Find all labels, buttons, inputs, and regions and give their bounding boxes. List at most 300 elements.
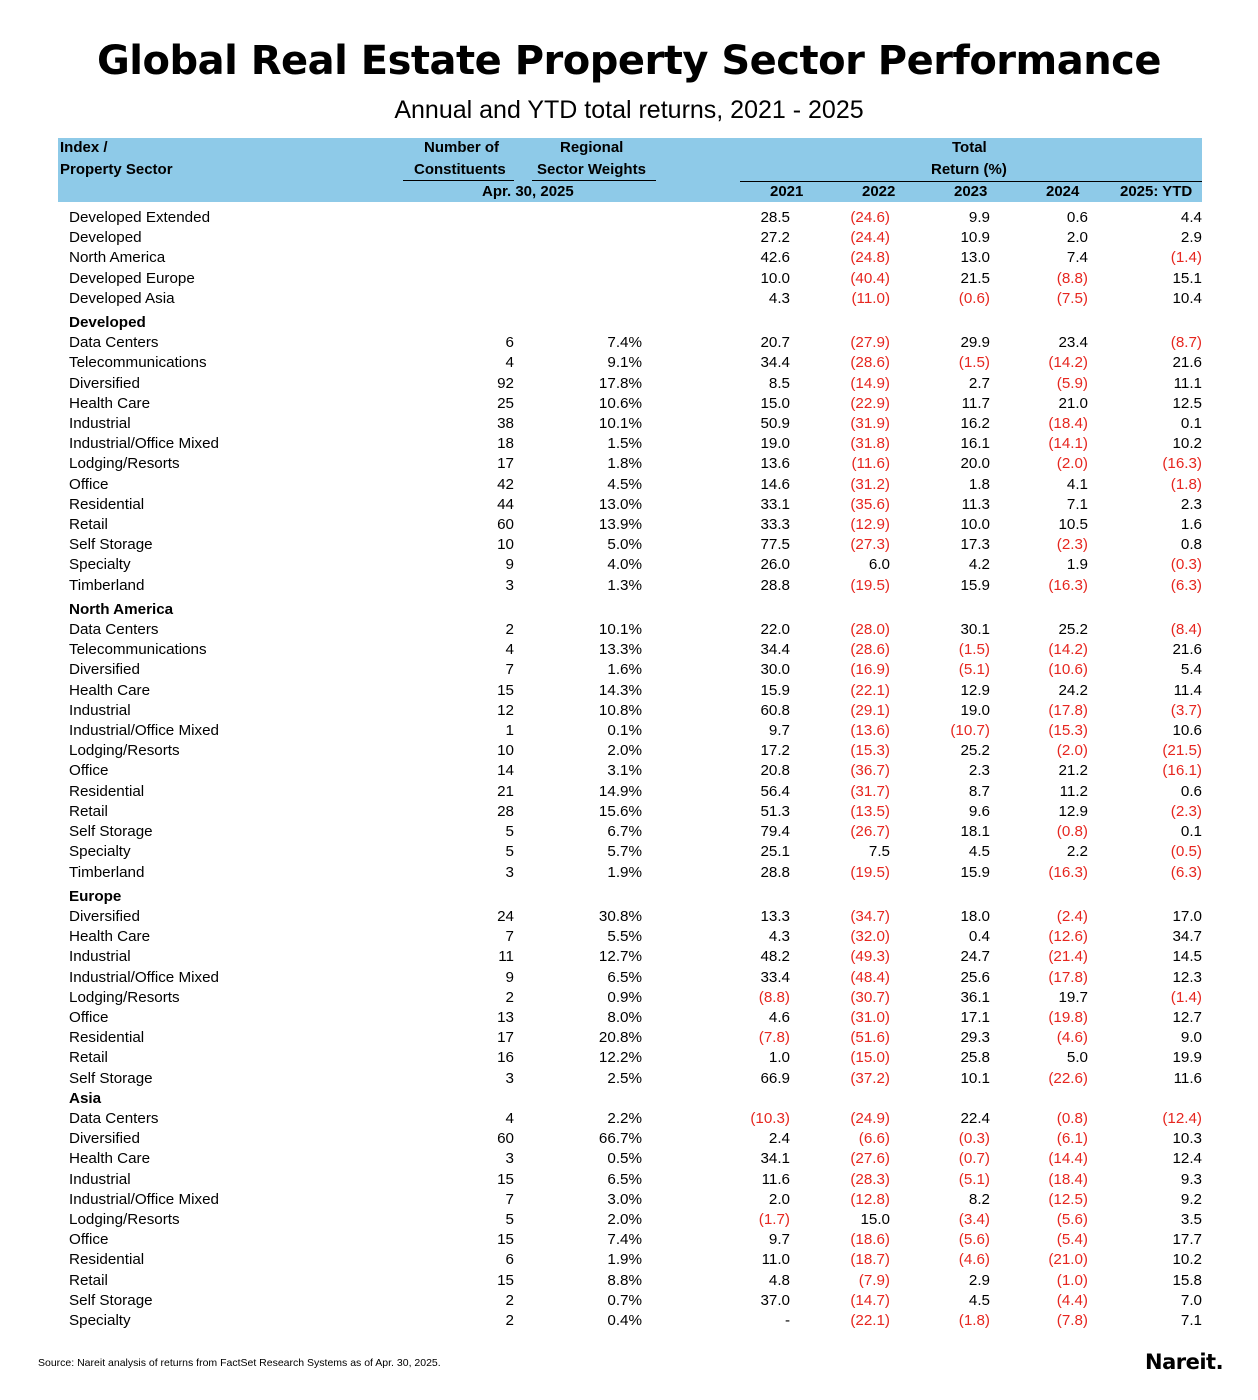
return-cell: (28.0)	[850, 621, 890, 639]
row-label: Self Storage	[69, 823, 153, 841]
return-cell: 9.2	[1180, 1190, 1202, 1208]
return-cell: (1.4)	[1170, 249, 1202, 267]
return-cell: (27.9)	[850, 334, 890, 352]
return-cell: (28.6)	[850, 641, 890, 659]
row-label: Office	[69, 475, 109, 493]
row-label: Office	[69, 762, 109, 780]
return-cell: (14.9)	[850, 374, 890, 392]
return-cell: (2.0)	[1056, 742, 1088, 760]
return-cell: (2.0)	[1056, 455, 1088, 473]
return-cell: 9.6	[968, 802, 990, 820]
return-cell: 21.2	[1058, 762, 1088, 780]
row-label: Lodging/Resorts	[69, 1210, 180, 1228]
return-cell: (28.3)	[850, 1170, 890, 1188]
weight-cell: 66.7%	[598, 1130, 642, 1148]
return-cell: 19.0	[760, 435, 790, 453]
weight-cell	[514, 228, 642, 248]
return-cell: 9.7	[768, 1231, 790, 1249]
weight-cell: 8.0%	[607, 1008, 642, 1026]
return-cell: 22.0	[760, 621, 790, 639]
return-cell: 30.0	[760, 661, 790, 679]
return-cell: (51.6)	[850, 1029, 890, 1047]
table-row	[58, 228, 1202, 248]
return-cell: 0.6	[1180, 782, 1202, 800]
table-row	[58, 414, 1202, 434]
weight-cell: 6.5%	[607, 968, 642, 986]
return-cell: (36.7)	[850, 762, 890, 780]
return-cell: 21.6	[1172, 641, 1202, 659]
return-cell: (22.1)	[850, 1311, 890, 1329]
row-label: Health Care	[69, 928, 151, 946]
return-cell: (3.7)	[1170, 701, 1202, 719]
constituents-cell: 28	[497, 802, 514, 820]
row-label: Diversified	[69, 661, 140, 679]
return-cell: (16.3)	[1048, 863, 1088, 881]
weight-cell: 14.9%	[598, 782, 642, 800]
return-cell: 34.4	[760, 354, 790, 372]
constituents-underline	[403, 180, 514, 181]
constituents-cell: 4	[505, 1109, 514, 1127]
section-header: Developed	[69, 314, 146, 332]
return-cell: (31.2)	[850, 475, 890, 493]
constituents-cell: 24	[497, 907, 514, 925]
constituents-cell	[358, 248, 514, 268]
return-cell: (22.6)	[1048, 1069, 1088, 1087]
return-cell: 15.1	[1172, 269, 1202, 287]
return-cell: (0.7)	[958, 1150, 990, 1168]
return-cell: (27.6)	[850, 1150, 890, 1168]
return-cell: 0.6	[1066, 209, 1088, 226]
row-label: Diversified	[69, 374, 140, 392]
return-cell: (6.3)	[1170, 863, 1202, 881]
return-cell: (7.8)	[1056, 1311, 1088, 1329]
weight-cell: 1.9%	[607, 1251, 642, 1269]
return-cell: (26.7)	[850, 823, 890, 841]
section-header: North America	[69, 600, 174, 618]
row-label: Industrial/Office Mixed	[69, 968, 219, 986]
weight-cell: 13.9%	[598, 516, 642, 534]
return-cell: (18.6)	[850, 1231, 890, 1249]
header-as-of-date: Apr. 30, 2025	[482, 183, 574, 200]
header-year-2023: 2023	[954, 183, 988, 200]
row-label: Data Centers	[69, 621, 159, 639]
constituents-cell: 17	[497, 455, 514, 473]
return-cell: 3.5	[1180, 1210, 1202, 1228]
return-cell: 19.0	[960, 701, 990, 719]
return-cell: 13.3	[760, 907, 790, 925]
return-cell: (17.8)	[1048, 968, 1088, 986]
weight-cell: 9.1%	[607, 354, 642, 372]
return-cell: (31.8)	[850, 435, 890, 453]
weight-cell: 4.0%	[607, 556, 642, 574]
return-cell: 34.7	[1172, 928, 1202, 946]
return-cell: (37.2)	[850, 1069, 890, 1087]
return-cell: (31.9)	[850, 415, 890, 433]
table-row	[58, 576, 1202, 596]
table-row	[58, 1250, 1202, 1270]
row-label: Industrial	[69, 415, 131, 433]
return-cell: 11.4	[1173, 681, 1202, 699]
table-row	[58, 863, 1202, 883]
return-cell: (17.8)	[1048, 701, 1088, 719]
row-label: Residential	[69, 1029, 145, 1047]
constituents-cell: 25	[497, 394, 514, 412]
row-label: Industrial	[69, 948, 131, 966]
return-cell: 10.4	[1172, 289, 1202, 307]
table-row	[58, 1028, 1202, 1048]
return-cell: (30.7)	[850, 988, 890, 1006]
row-label: Lodging/Resorts	[69, 988, 180, 1006]
return-cell: 0.4	[968, 928, 990, 946]
return-cell: 15.0	[760, 394, 790, 412]
header-property-sector-label: Property Sector	[60, 161, 173, 178]
return-cell: (8.8)	[758, 988, 790, 1006]
return-cell: (14.2)	[1048, 354, 1088, 372]
return-cell: 10.2	[1172, 435, 1202, 453]
return-cell: (40.4)	[850, 269, 890, 287]
return-cell: (10.3)	[750, 1109, 790, 1127]
constituents-cell: 5	[505, 823, 514, 841]
row-label: Self Storage	[69, 536, 153, 554]
row-label: Retail	[69, 1271, 108, 1289]
return-cell: 7.0	[1180, 1291, 1202, 1309]
return-cell: (4.6)	[1056, 1029, 1088, 1047]
constituents-cell: 4	[505, 354, 514, 372]
return-cell: (0.5)	[1170, 843, 1202, 861]
table-row	[58, 741, 1202, 761]
return-cell: (12.9)	[850, 516, 890, 534]
return-cell: 11.3	[961, 495, 990, 513]
return-cell: (2.4)	[1056, 907, 1088, 925]
table-row	[58, 394, 1202, 414]
return-cell: (35.6)	[850, 495, 890, 513]
return-cell: 34.4	[760, 641, 790, 659]
table-row	[58, 947, 1202, 967]
return-cell: 12.3	[1172, 968, 1202, 986]
weight-cell: 20.8%	[598, 1029, 642, 1047]
row-label: Industrial	[69, 1170, 131, 1188]
return-cell: 16.2	[960, 415, 990, 433]
return-cell: (0.8)	[1056, 1109, 1088, 1127]
return-cell: 4.4	[1180, 209, 1202, 226]
weight-cell: 1.9%	[607, 863, 642, 881]
return-cell: 11.1	[1173, 374, 1202, 392]
return-cell: (31.7)	[850, 782, 890, 800]
table-row	[58, 761, 1202, 781]
weight-cell: 1.6%	[607, 661, 642, 679]
constituents-cell: 9	[505, 968, 514, 986]
weight-cell: 2.5%	[607, 1069, 642, 1087]
return-cell: 15.0	[860, 1210, 890, 1228]
constituents-cell	[358, 289, 514, 309]
weights-underline	[532, 180, 656, 181]
return-cell: 17.1	[960, 1008, 990, 1026]
header-return-label: Return (%)	[931, 161, 1007, 178]
row-label: Specialty	[69, 556, 131, 574]
return-cell: 10.0	[760, 269, 790, 287]
constituents-cell: 2	[505, 1291, 514, 1309]
table-row	[58, 208, 1202, 228]
weight-cell	[514, 289, 642, 309]
row-label: Specialty	[69, 1311, 131, 1329]
row-label: Industrial/Office Mixed	[69, 435, 219, 453]
constituents-cell: 18	[497, 435, 514, 453]
returns-table	[58, 208, 1202, 1331]
return-cell: (14.2)	[1048, 641, 1088, 659]
return-cell: 19.9	[1172, 1049, 1202, 1067]
return-cell: 18.1	[960, 823, 990, 841]
section-header-row	[58, 1089, 1202, 1109]
constituents-cell: 7	[505, 928, 514, 946]
return-cell: (1.7)	[758, 1210, 790, 1228]
section-header: Europe	[69, 887, 122, 905]
return-cell: 2.9	[968, 1271, 990, 1289]
weight-cell: 6.7%	[607, 823, 642, 841]
constituents-cell: 2	[505, 1311, 514, 1329]
returns-underline	[740, 181, 1202, 182]
return-cell: (34.7)	[850, 907, 890, 925]
return-cell: 10.0	[960, 516, 990, 534]
constituents-cell: 14	[497, 762, 514, 780]
return-cell: 1.8	[968, 475, 990, 493]
weight-cell: 30.8%	[598, 907, 642, 925]
return-cell: 20.7	[760, 334, 790, 352]
return-cell: 10.1	[960, 1069, 990, 1087]
return-cell: 20.8	[760, 762, 790, 780]
return-cell: 17.7	[1172, 1231, 1202, 1249]
return-cell: 10.9	[960, 229, 990, 247]
return-cell: 7.5	[868, 843, 890, 861]
return-cell: 8.2	[968, 1190, 990, 1208]
return-cell: (49.3)	[850, 948, 890, 966]
table-row	[58, 660, 1202, 680]
table-row	[58, 1069, 1202, 1089]
row-label: Self Storage	[69, 1069, 153, 1087]
row-label: Industrial/Office Mixed	[69, 722, 219, 740]
row-label: Developed Europe	[69, 269, 195, 287]
constituents-cell: 15	[497, 1170, 514, 1188]
weight-cell: 0.7%	[607, 1291, 642, 1309]
weight-cell: 6.5%	[607, 1170, 642, 1188]
weight-cell: 0.9%	[607, 988, 642, 1006]
table-row	[58, 1109, 1202, 1129]
table-row	[58, 1129, 1202, 1149]
return-cell: 1.6	[1180, 516, 1202, 534]
table-row	[58, 1210, 1202, 1230]
constituents-cell	[358, 208, 514, 228]
section-header-row	[58, 600, 1202, 620]
row-label: Industrial/Office Mixed	[69, 1190, 219, 1208]
weight-cell: 15.6%	[598, 802, 642, 820]
weight-cell: 5.0%	[607, 536, 642, 554]
table-row	[58, 1230, 1202, 1250]
return-cell: (0.3)	[1170, 556, 1202, 574]
return-cell: 33.3	[760, 516, 790, 534]
table-row	[58, 248, 1202, 268]
constituents-cell: 60	[497, 1130, 514, 1148]
return-cell: 10.2	[1172, 1251, 1202, 1269]
return-cell: 2.9	[1180, 229, 1202, 247]
return-cell: 13.0	[960, 249, 990, 267]
return-cell: (1.0)	[1056, 1271, 1088, 1289]
constituents-cell: 42	[497, 475, 514, 493]
return-cell: 9.3	[1180, 1170, 1202, 1188]
return-cell: 12.5	[1172, 394, 1202, 412]
return-cell: 11.0	[761, 1251, 790, 1269]
row-label: Retail	[69, 516, 108, 534]
return-cell: (24.9)	[850, 1109, 890, 1127]
return-cell: 5.0	[1066, 1049, 1088, 1067]
row-label: Specialty	[69, 843, 131, 861]
constituents-cell: 21	[497, 782, 514, 800]
return-cell: 25.6	[960, 968, 990, 986]
table-row	[58, 1190, 1202, 1210]
header-number-of-label: Number of	[424, 139, 499, 156]
constituents-cell: 13	[497, 1008, 514, 1026]
constituents-cell: 2	[505, 988, 514, 1006]
constituents-cell: 44	[497, 495, 514, 513]
return-cell: 9.0	[1180, 1029, 1202, 1047]
return-cell: 4.8	[768, 1271, 790, 1289]
return-cell: 6.0	[868, 556, 890, 574]
return-cell: (11.0)	[851, 289, 890, 307]
weight-cell: 0.1%	[607, 722, 642, 740]
return-cell: (0.6)	[958, 289, 990, 307]
weight-cell: 10.8%	[598, 701, 642, 719]
constituents-cell: 10	[497, 536, 514, 554]
return-cell: 2.4	[768, 1130, 790, 1148]
row-label: Health Care	[69, 681, 151, 699]
table-row	[58, 269, 1202, 289]
return-cell: 2.0	[1066, 229, 1088, 247]
table-row	[58, 802, 1202, 822]
header-year-2021: 2021	[770, 183, 804, 200]
row-label: Self Storage	[69, 1291, 153, 1309]
return-cell: 56.4	[760, 782, 790, 800]
weight-cell: 17.8%	[598, 374, 642, 392]
return-cell: (0.8)	[1056, 823, 1088, 841]
row-label: Lodging/Resorts	[69, 742, 180, 760]
return-cell: (6.3)	[1170, 576, 1202, 594]
return-cell: 7.1	[1180, 1311, 1202, 1329]
header-total-label: Total	[952, 139, 987, 156]
table-row	[58, 289, 1202, 309]
return-cell: 33.1	[760, 495, 790, 513]
return-cell: 12.7	[1172, 1008, 1202, 1026]
return-cell: (1.5)	[958, 641, 990, 659]
page-title: Global Real Estate Property Sector Performance	[96, 38, 1162, 84]
row-label: Timberland	[69, 576, 145, 594]
return-cell: (22.1)	[850, 681, 890, 699]
return-cell: (18.4)	[1048, 415, 1088, 433]
return-cell: 11.6	[1173, 1069, 1202, 1087]
return-cell: (6.1)	[1056, 1130, 1088, 1148]
table-row	[58, 782, 1202, 802]
weight-cell	[514, 208, 642, 228]
return-cell: (4.4)	[1056, 1291, 1088, 1309]
constituents-cell: 92	[497, 374, 514, 392]
constituents-cell: 4	[505, 641, 514, 659]
table-row	[58, 454, 1202, 474]
return-cell: (13.6)	[850, 722, 890, 740]
weight-cell: 13.3%	[598, 641, 642, 659]
return-cell: 12.4	[1172, 1150, 1202, 1168]
return-cell: 0.1	[1180, 823, 1202, 841]
table-row	[58, 842, 1202, 862]
return-cell: 8.7	[968, 782, 990, 800]
return-cell: (14.7)	[850, 1291, 890, 1309]
header-index-label: Index /	[60, 139, 108, 156]
return-cell: 7.4	[1066, 249, 1088, 267]
return-cell: 1.9	[1066, 556, 1088, 574]
weight-cell: 5.7%	[607, 843, 642, 861]
weight-cell: 10.1%	[598, 415, 642, 433]
weight-cell: 2.0%	[607, 1210, 642, 1228]
return-cell: 15.8	[1172, 1271, 1202, 1289]
header-sector-weights-label: Sector Weights	[537, 161, 646, 178]
header-constituents-label: Constituents	[414, 161, 506, 178]
return-cell: 4.1	[1066, 475, 1088, 493]
row-label: Lodging/Resorts	[69, 455, 180, 473]
row-label: Retail	[69, 1049, 108, 1067]
row-label: Health Care	[69, 1150, 151, 1168]
return-cell: 42.6	[760, 249, 790, 267]
return-cell: (19.8)	[1048, 1008, 1088, 1026]
return-cell: (2.3)	[1170, 802, 1202, 820]
return-cell: (12.8)	[850, 1190, 890, 1208]
constituents-cell: 7	[505, 661, 514, 679]
return-cell: 25.1	[760, 843, 790, 861]
return-cell: 33.4	[760, 968, 790, 986]
return-cell: (7.9)	[858, 1271, 890, 1289]
constituents-cell: 15	[497, 1271, 514, 1289]
return-cell: 15.9	[760, 681, 790, 699]
return-cell: (0.3)	[958, 1130, 990, 1148]
weight-cell: 1.5%	[607, 435, 642, 453]
return-cell: 34.1	[760, 1150, 790, 1168]
return-cell: 2.0	[768, 1190, 790, 1208]
constituents-cell: 15	[497, 1231, 514, 1249]
return-cell: 77.5	[760, 536, 790, 554]
return-cell: 15.9	[960, 576, 990, 594]
constituents-cell: 15	[497, 681, 514, 699]
weight-cell: 1.8%	[607, 455, 642, 473]
table-row	[58, 907, 1202, 927]
return-cell: 24.7	[960, 948, 990, 966]
constituents-cell: 2	[505, 621, 514, 639]
table-row	[58, 495, 1202, 515]
constituents-cell: 3	[505, 576, 514, 594]
weight-cell: 4.5%	[607, 475, 642, 493]
table-row	[58, 434, 1202, 454]
row-label: Residential	[69, 495, 145, 513]
return-cell: 12.9	[1058, 802, 1088, 820]
return-cell: 4.6	[768, 1008, 790, 1026]
table-row	[58, 620, 1202, 640]
return-cell: (24.4)	[850, 229, 890, 247]
constituents-cell: 3	[505, 863, 514, 881]
table-row	[58, 681, 1202, 701]
return-cell: 10.6	[1172, 722, 1202, 740]
return-cell: (7.5)	[1056, 289, 1088, 307]
table-row	[58, 333, 1202, 353]
weight-cell: 8.8%	[607, 1271, 642, 1289]
return-cell: (12.5)	[1048, 1190, 1088, 1208]
return-cell: (10.7)	[950, 722, 990, 740]
return-cell: 0.8	[1180, 536, 1202, 554]
section-header-row	[58, 313, 1202, 333]
row-label: Health Care	[69, 394, 151, 412]
